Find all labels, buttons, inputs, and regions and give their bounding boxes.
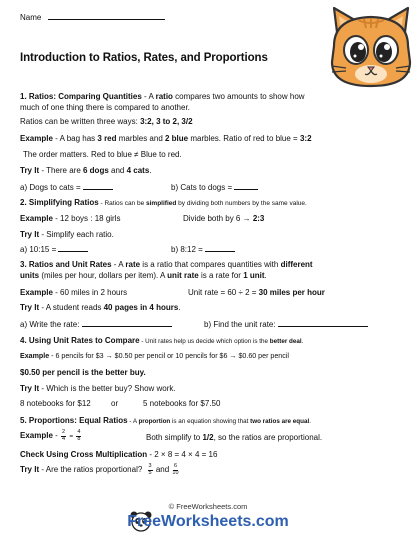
question-label: b) Cats to dogs = [171,183,235,192]
try-it-label: Try It [20,384,40,393]
text: - 2 × 8 = 4 × 4 = 16 [147,450,218,459]
text: 2:3 [252,214,265,223]
name-field[interactable] [20,13,165,22]
question-3a [20,320,172,329]
text: is a rate for [198,271,244,280]
fraction-6-10 [172,464,178,476]
question-1b [171,183,258,192]
section-1-example [20,134,312,143]
try-it-label: Try It [20,465,40,475]
answer-blank[interactable] [205,251,235,252]
section-3-example [20,288,127,297]
example-label: Example [20,288,53,297]
option-a: 8 notebooks for $12 [20,399,91,408]
denominator: 4 [62,435,66,442]
text: marbles and [116,134,165,143]
and-text: and [155,465,170,475]
example-label: Example [20,134,53,143]
text: two ratios are equal [250,418,310,425]
text: Both simplify to [146,433,203,442]
section-3-intro [20,260,313,269]
text: 1/2 [202,433,214,442]
footer-brand[interactable]: FreeWorksheets.com [127,513,289,530]
question-label: b) Find the unit rate: [204,320,278,329]
text: 2 blue [164,134,189,143]
section-1-intro-line2: much of one thing there is compared to another. [20,103,190,112]
cat-mascot-icon [328,2,414,90]
section-4-example [20,352,289,360]
text: 3 red [97,134,117,143]
text: 4 cats [126,166,150,175]
question-label: a) Write the rate: [20,320,82,329]
section-2-example [20,214,121,223]
numerator: 6 [173,463,178,469]
try-it-label: Try It [20,230,40,239]
ratio-term: ratio [155,92,173,101]
text: 1 unit [243,271,265,280]
or-text: or [111,399,119,408]
numerator: 2 [62,429,66,435]
section-5-example-explanation [146,433,322,442]
example-label: Example [20,214,53,223]
text: Unit rate = 60 ÷ 2 = [188,288,259,297]
cross-multiplication-check [20,450,217,459]
section-4-result: $0.50 per pencil is the better buy. [20,368,146,377]
section-5-heading: 5. Proportions: Equal Ratios [20,416,128,425]
page-title: Introduction to Ratios, Rates, and Proportions [20,52,268,64]
text: - Ratios can be [98,200,147,207]
text: - 6 pencils for $3 → $0.50 per pencil or 10 pencils for $6 → $0.60 per pencil [49,352,289,360]
order-note: The order matters. Red to blue ≠ Blue to red. [23,150,182,159]
text: 30 miles per hour [258,288,325,297]
section-4-intro [20,336,303,345]
text: . [149,166,152,175]
better-deal-term: better deal [269,338,302,345]
text: . [309,418,311,425]
text: is an equation showing that [170,418,251,425]
question-label: a) 10:15 = [20,245,59,254]
try-it-label: Try It [20,303,40,312]
section-1-heading: 1. Ratios: Comparing Quantities [20,92,142,101]
text: units [20,271,40,280]
text: . [264,271,267,280]
text: Divide both by 6 → [183,214,253,223]
proportion-term: proportion [138,418,171,425]
text: - [52,431,61,441]
example-label: Example [20,431,53,441]
try-it-label: Try It [20,166,40,175]
text: compares two amounts to show how [172,92,305,101]
section-1-try-it [20,166,152,175]
text: and [108,166,127,175]
section-5-example [20,430,82,442]
question-2b [171,245,235,254]
text: - Are the ratios proportional? [39,465,143,475]
section-3-try-it [20,303,181,312]
text: marbles. Ratio of red to blue = [188,134,300,143]
example-label: Example [20,352,50,360]
text: different [280,260,313,269]
text: 40 pages in 4 hours [103,303,179,312]
name-blank[interactable] [48,19,165,20]
text: - A student reads [39,303,104,312]
fraction-4-8 [76,430,81,442]
section-5-intro [20,416,311,425]
text: . [178,303,181,312]
section-3-heading: 3. Ratios and Unit Rates [20,260,112,269]
footer-copyright: © FreeWorksheets.com [168,502,248,511]
text: . [301,338,304,345]
section-1-intro [20,92,305,101]
text: 3:2 [299,134,312,143]
text: - 12 boys : 18 girls [52,214,121,223]
text: - Which is the better buy? Show work. [39,384,176,393]
rate-term: rate [125,260,141,269]
section-3-intro-line2 [20,271,267,280]
equals-sign: = [69,433,74,441]
text: - 60 miles in 2 hours [52,288,128,297]
section-5-try-it [20,464,180,476]
answer-blank[interactable] [83,189,113,190]
text: by dividing both numbers by the same value. [176,200,307,207]
question-3b [204,320,368,329]
section-4-try-it [20,384,176,393]
section-2-heading: 2. Simplifying Ratios [20,198,99,207]
unit-rate-term: unit rate [167,271,199,280]
ratio-forms-value: 3:2, 3 to 2, 3/2 [140,117,193,126]
text: , so the ratios are proportional. [213,433,323,442]
ratio-forms [20,117,193,126]
option-b: 5 notebooks for $7.50 [143,399,221,408]
question-label: b) 8:12 = [171,245,206,254]
text: - A [111,260,126,269]
numerator: 4 [77,429,81,435]
fraction-3-5 [148,464,153,476]
denominator: 10 [172,469,179,476]
answer-blank[interactable] [278,326,368,327]
text: - Simplify each ratio. [39,230,114,239]
fraction-2-4 [61,430,66,442]
denominator: 8 [77,435,81,442]
question-2a [20,245,88,254]
simplified-term: simplified [146,200,177,207]
text: - There are [39,166,83,175]
question-label: a) Dogs to cats = [20,183,83,192]
section-3-example-result [188,288,325,297]
section-2-try-it [20,230,114,239]
name-label: Name [20,13,42,22]
numerator: 3 [148,463,152,469]
section-4-heading: 4. Using Unit Rates to Compare [20,336,140,345]
text: (miles per hour, dollars per item). A [39,271,168,280]
answer-blank[interactable] [82,326,172,327]
question-1a [20,183,113,192]
text: Ratios can be written three ways: [20,117,141,126]
text: - Unit rates help us decide which option is the [139,338,270,345]
text: - A [127,418,139,425]
text: - A [141,92,156,101]
cross-multiplication-label: Check Using Cross Multiplication [20,450,148,459]
denominator: 5 [148,469,152,476]
text: is a ratio that compares quantities with [140,260,281,269]
text: - A bag has [52,134,98,143]
section-2-intro [20,198,307,207]
answer-blank[interactable] [58,251,88,252]
section-2-example-result [183,214,264,223]
text: 6 dogs [83,166,109,175]
answer-blank[interactable] [234,189,258,190]
